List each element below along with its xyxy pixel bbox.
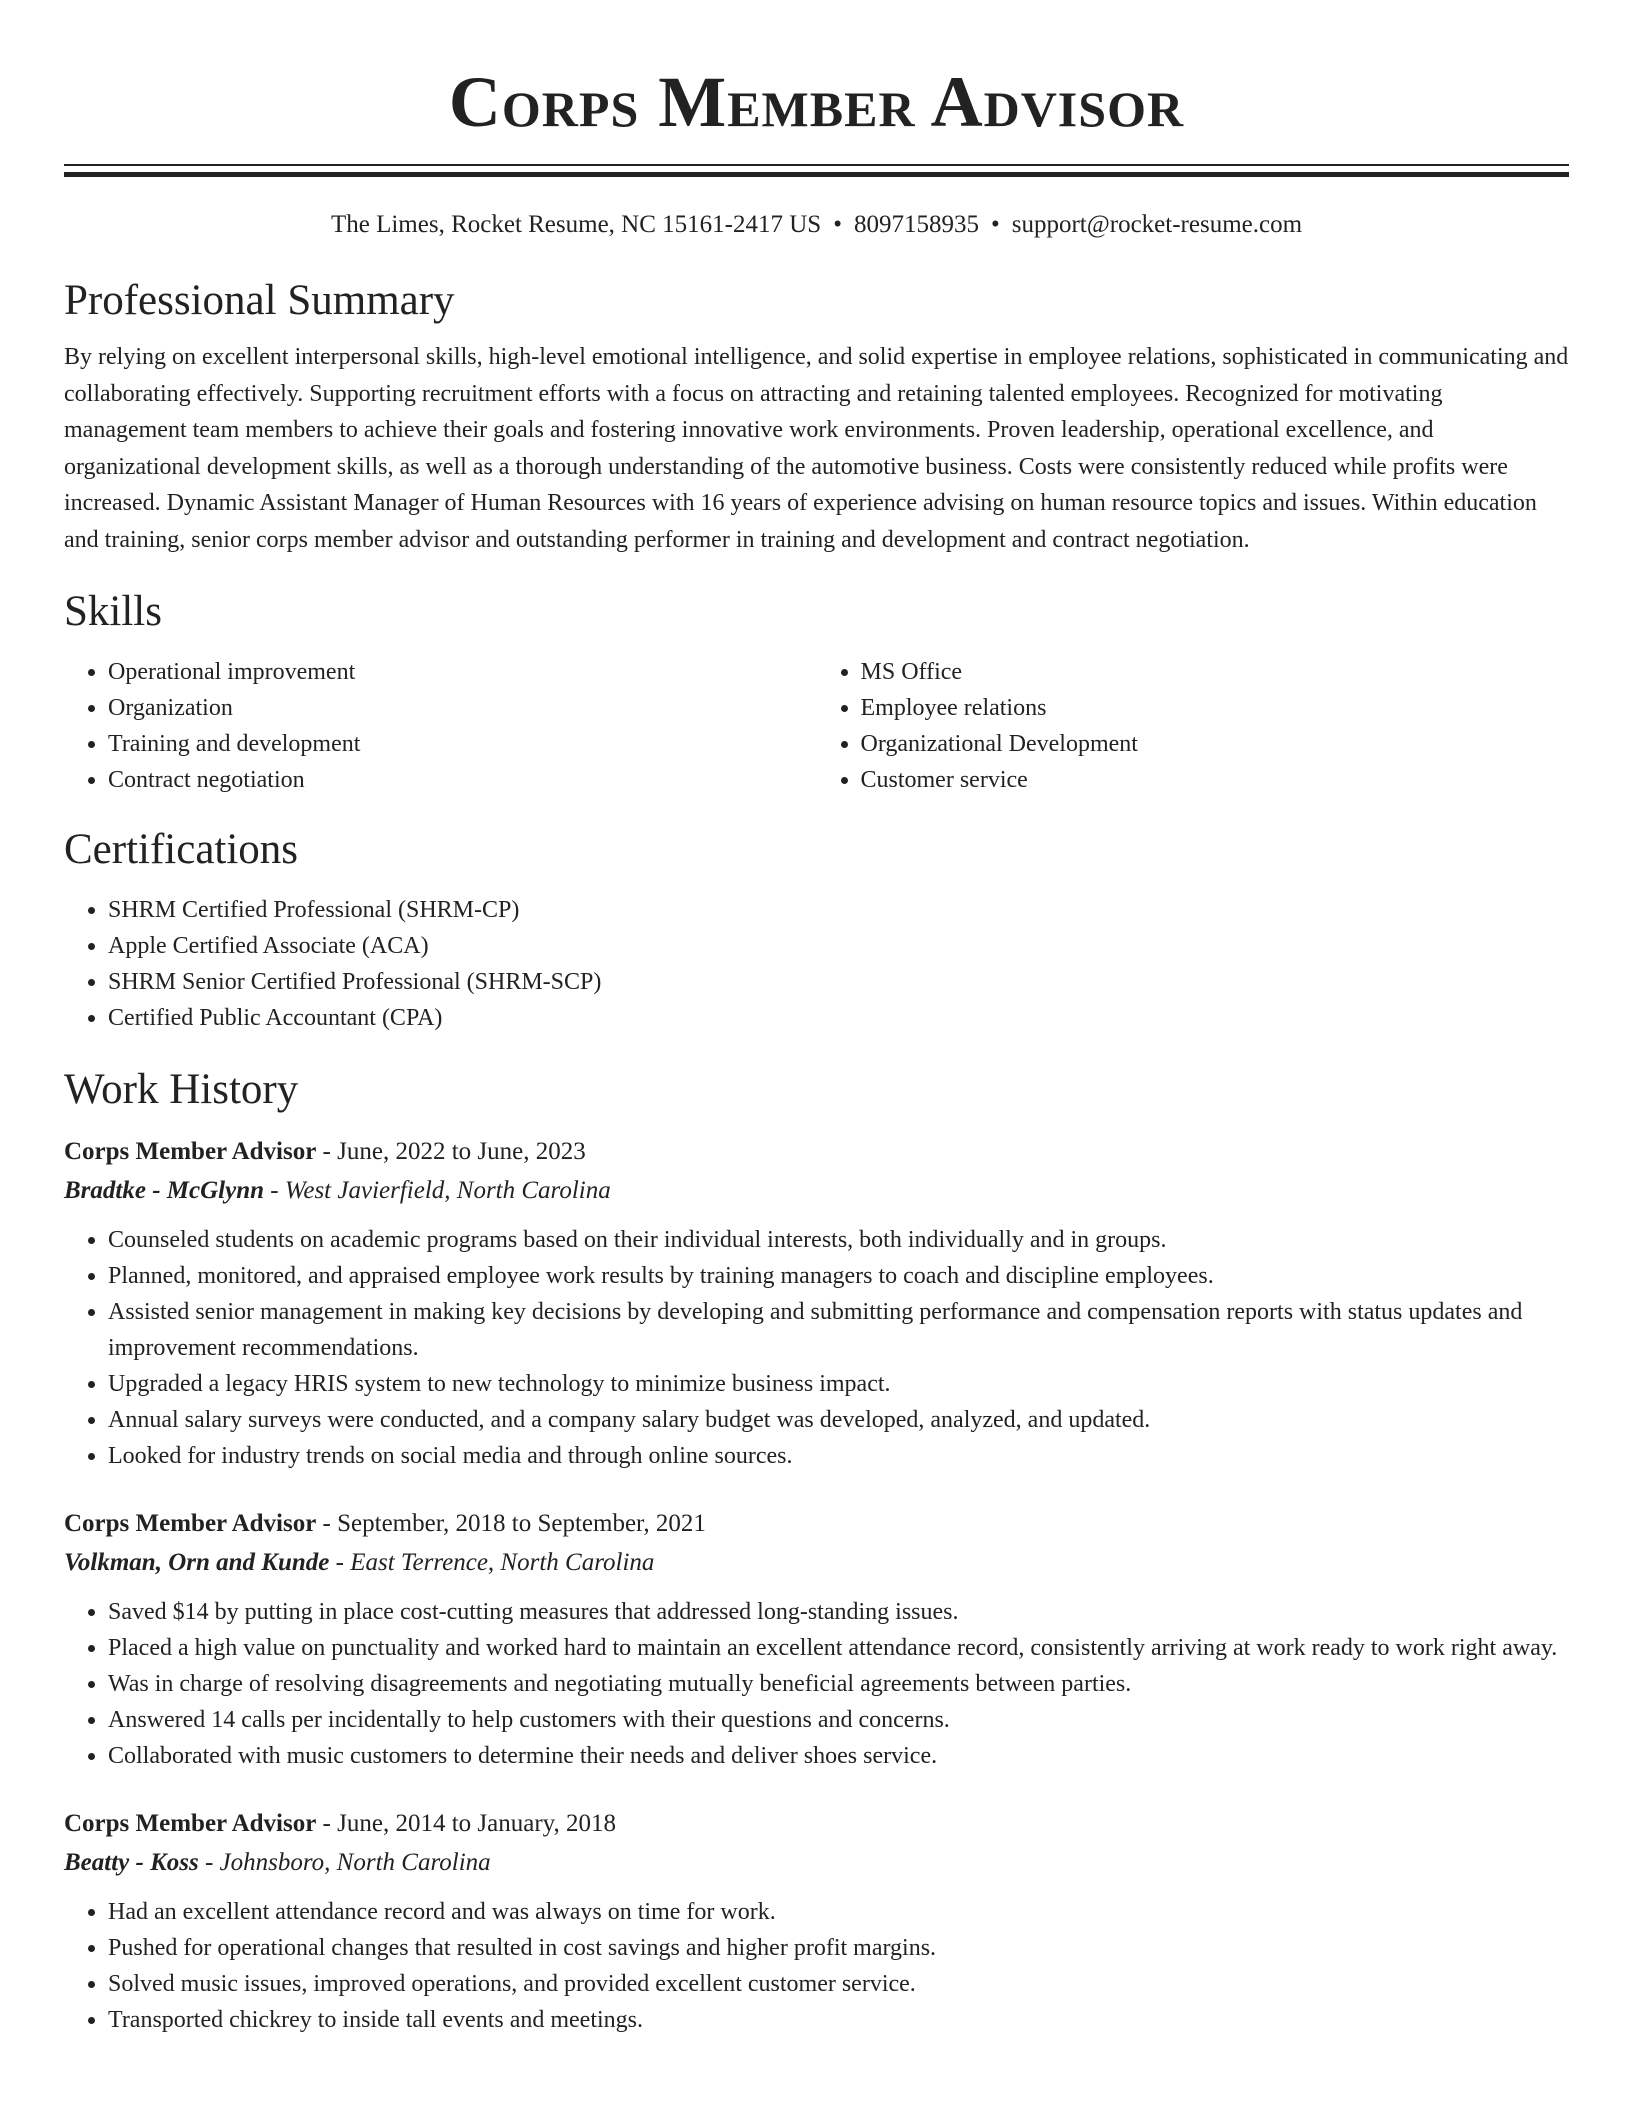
job-location: - East Terrence, North Carolina [329, 1549, 655, 1576]
resume-page [64, 0, 1569, 2038]
summary-heading: Professional Summary [64, 277, 455, 324]
job-bullet: • Placed a high value on punctuality and worked hard to maintain an excellent attendance record, consistently arriving at work ready to work right away. [108, 1630, 1569, 1666]
certification-item: • Certified Public Accountant (CPA) [108, 1000, 1569, 1036]
job-location: - West Javierfield, North Carolina [264, 1177, 611, 1204]
certification-item: • Apple Certified Associate (ACA) [108, 928, 1569, 964]
skill-item: • Organizational Development [861, 726, 1570, 762]
job-title: Corps Member Advisor [64, 1810, 317, 1837]
job-bullets [64, 1894, 1569, 2038]
job-entry [64, 1504, 1569, 1774]
skill-item: • Training and development [108, 726, 817, 762]
contact-address: The Limes, Rocket Resume, NC 15161-2417 US [330, 211, 822, 238]
skill-item: • Operational improvement [108, 654, 817, 690]
skill-item: • Customer service [861, 762, 1570, 798]
job-bullet: • Answered 14 calls per incidentally to help customers with their questions and concerns. [108, 1702, 1569, 1738]
job-company: Volkman, Orn and Kunde [64, 1549, 330, 1576]
job-entry [64, 1804, 1569, 2038]
skill-item: • MS Office [861, 654, 1570, 690]
job-title: Corps Member Advisor [64, 1510, 317, 1537]
skills-list-left [64, 654, 817, 798]
job-bullet: • Planned, monitored, and appraised employee work results by training managers to coach and discipline employees. [108, 1258, 1569, 1294]
header-rule-thick [64, 172, 1569, 177]
job-company: Beatty - Koss [64, 1849, 199, 1876]
certifications-list [64, 892, 1569, 1036]
job-location: - Johnsboro, North Carolina [198, 1849, 491, 1876]
job-bullet: • Collaborated with music customers to determine their needs and deliver shoes service. [108, 1738, 1569, 1774]
job-bullet: • Saved $14 by putting in place cost-cutting measures that addressed long-standing issues. [108, 1594, 1569, 1630]
job-company-line [64, 1172, 1569, 1210]
contact-email[interactable]: support@rocket-resume.com [1011, 211, 1303, 238]
job-bullet: • Had an excellent attendance record and was always on time for work. [108, 1894, 1569, 1930]
job-bullet: • Pushed for operational changes that resulted in cost savings and higher profit margins. [108, 1930, 1569, 1966]
job-bullet: • Annual salary surveys were conducted, and a company salary budget was developed, analyzed, and updated. [108, 1402, 1569, 1438]
job-bullet: • Solved music issues, improved operations, and provided excellent customer service. [108, 1966, 1569, 2002]
job-bullet: • Looked for industry trends on social media and through online sources. [108, 1438, 1569, 1474]
certification-item: • SHRM Certified Professional (SHRM-CP) [108, 892, 1569, 928]
header-rule-thin [64, 164, 1569, 166]
job-bullets [64, 1594, 1569, 1774]
job-title-line [64, 1804, 1569, 1844]
skill-item: • Organization [108, 690, 817, 726]
job-company-line [64, 1844, 1569, 1882]
skill-item: • Employee relations [861, 690, 1570, 726]
job-title-line [64, 1132, 1569, 1172]
job-bullet: • Upgraded a legacy HRIS system to new technology to minimize business impact. [108, 1366, 1569, 1402]
job-bullet: • Assisted senior management in making key decisions by developing and submitting performance and compensation reports with status updates and improvement recommendations. [108, 1294, 1569, 1366]
contact-line [64, 207, 1569, 243]
work-history-heading: Work History [64, 1066, 299, 1113]
job-dates: - September, 2018 to September, 2021 [316, 1510, 706, 1537]
job-dates: - June, 2014 to January, 2018 [316, 1810, 617, 1837]
job-bullets [64, 1222, 1569, 1474]
resume-name: Corps Member Advisor [448, 62, 1185, 142]
contact-separator: • [833, 211, 842, 238]
job-dates: - June, 2022 to June, 2023 [316, 1138, 586, 1165]
job-title-line [64, 1504, 1569, 1544]
job-company-line [64, 1544, 1569, 1582]
skills-columns [64, 654, 1569, 798]
job-bullet: • Was in charge of resolving disagreements and negotiating mutually beneficial agreements between parties. [108, 1666, 1569, 1702]
certifications-heading: Certifications [64, 826, 299, 873]
job-bullet: • Transported chickrey to inside tall events and meetings. [108, 2002, 1569, 2038]
job-bullet: • Counseled students on academic programs based on their individual interests, both individually and in groups. [108, 1222, 1569, 1258]
skills-list-right [817, 654, 1570, 798]
contact-separator: • [990, 211, 1000, 238]
skills-heading: Skills [64, 588, 162, 635]
contact-phone: 8097158935 [853, 211, 979, 238]
job-entry [64, 1132, 1569, 1474]
certification-item: • SHRM Senior Certified Professional (SHRM-SCP) [108, 964, 1569, 1000]
job-title: Corps Member Advisor [64, 1138, 317, 1165]
summary-text: By relying on excellent interpersonal skills, high-level emotional intelligence, and solid expertise in employee relations, sophisticated in communicating and collaborating effectively. Supporting recruitment efforts with a focus on attracting and retaining talented employees. Recognized for motivating management team members to achieve their goals and fostering innovative work environments. Proven leadership, operational excellence, and organizational development skills, as well as a thorough understanding of the automotive business. Costs were consistently reduced while profits were increased. Dynamic Assistant Manager of Human Resources with 16 years of experience advising on human resource topics and issues. Within education and training, senior corps member advisor and outstanding performer in training and development and contract negotiation. [64, 344, 1569, 553]
skill-item: • Contract negotiation [108, 762, 817, 798]
job-company: Bradtke - McGlynn [64, 1177, 264, 1204]
